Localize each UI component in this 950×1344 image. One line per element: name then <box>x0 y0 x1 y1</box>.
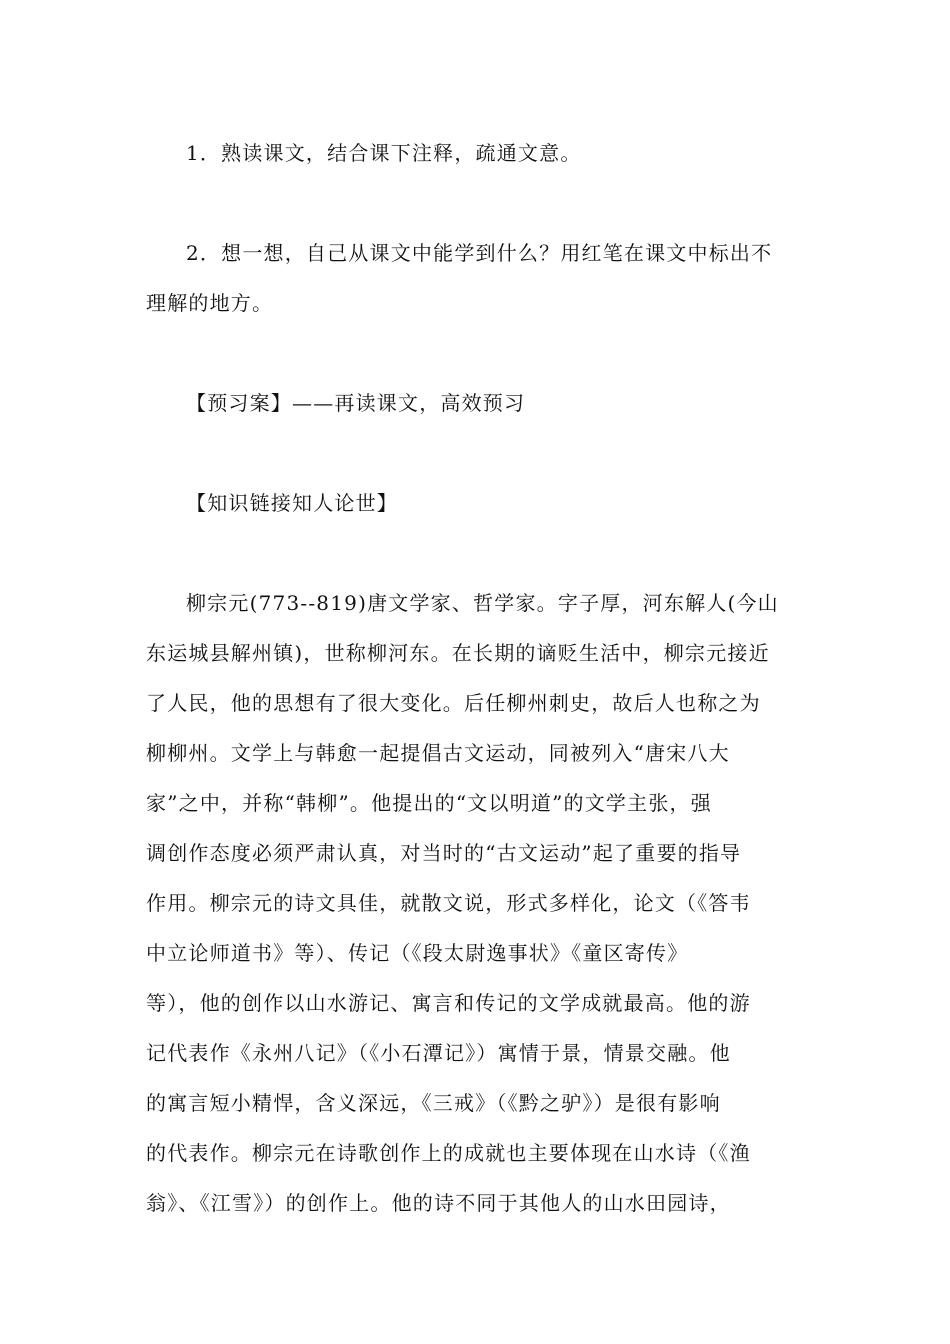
study-step-1: 1．熟读课文，结合课下注释，疏通文意。 <box>186 141 582 165</box>
biography-line: 记代表作《永州八记》（《小石潭记》）寓情于景，情景交融。他 <box>146 1041 731 1065</box>
preview-heading: 【预习案】——再读课文，高效预习 <box>186 391 526 415</box>
study-step-2-line: 2．想一想，自己从课文中能学到什么？用红笔在课文中标出不 <box>186 241 773 265</box>
biography-line: 中立论师道书》等）、传记（《段太尉逸事状》《童区寄传》 <box>146 941 689 965</box>
biography-line: 翁》、《江雪》）的创作上。他的诗不同于其他人的山水田园诗， <box>146 1191 731 1215</box>
biography-line: 的代表作。柳宗元在诗歌创作上的成就也主要体现在山水诗（《渔 <box>146 1141 751 1165</box>
biography-line: 家”之中，并称“韩柳”。他提出的“文以明道”的文学主张，强 <box>146 791 712 815</box>
biography-line: 柳柳州。文学上与韩愈一起提倡古文运动，同被列入“唐宋八大 <box>146 741 730 765</box>
biography-line: 了人民，他的思想有了很大变化。后任柳州刺史，故后人也称之为 <box>146 691 761 715</box>
biography-line: 的寓言短小精悍，含义深远，《三戒》（《黔之驴》）是很有影响 <box>146 1091 721 1115</box>
study-step-2 <box>146 228 808 328</box>
study-step-2-line: 理解的地方。 <box>146 291 274 315</box>
biography-line: 作用。柳宗元的诗文具佳，就散文说，形式多样化，论文（《答韦 <box>146 891 751 915</box>
biography-line: 东运城县解州镇)，世称柳河东。在长期的谪贬生活中，柳宗元接近 <box>146 641 770 665</box>
author-biography <box>146 578 808 1228</box>
biography-line: 调创作态度必须严肃认真，对当时的“古文运动”起了重要的指导 <box>146 841 742 865</box>
knowledge-link-heading: 【知识链接知人论世】 <box>186 491 398 515</box>
biography-line: 柳宗元(773--819)唐文学家、哲学家。字子厚，河东解人(今山 <box>186 591 779 615</box>
biography-line: 等），他的创作以山水游记、寓言和传记的文学成就最高。他的游 <box>146 991 751 1015</box>
